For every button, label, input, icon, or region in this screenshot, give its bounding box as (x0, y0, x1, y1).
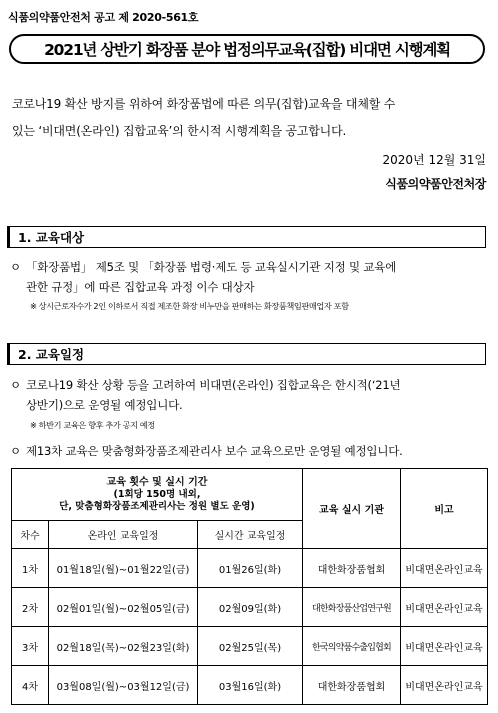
intro-line-1: 코로나19 확산 방지를 위하여 화장품법에 따른 의무(집합)교육을 대체할 수 (12, 97, 396, 111)
cell-round: 4차 (12, 666, 49, 705)
intro-paragraph (12, 91, 486, 145)
title-box (9, 34, 485, 64)
cell-round: 2차 (12, 588, 49, 627)
bullet-line-2: 상반기)으로 운영될 예정입니다. (26, 398, 183, 412)
cell-org: 한국의약품수출입협회 (303, 627, 401, 666)
cell-live: 01월26일(화) (198, 549, 303, 588)
header-org: 교육 실시 기관 (303, 469, 401, 549)
header-note: 비고 (401, 469, 488, 549)
header-online: 온라인 교육일정 (49, 521, 198, 549)
header-period-sub-2: 단, 맞춤형화장품조제관리사는 정원 별도 운영) (59, 501, 255, 512)
signer: 식품의약품안전처장 (385, 177, 486, 191)
cell-online: 01월18일(월)~01월22일(금) (49, 549, 198, 588)
notice-number: 식품의약품안전처 공고 제 2020-561호 (8, 11, 199, 24)
cell-round: 3차 (12, 627, 49, 666)
section-1-heading: 1. 교육대상 (7, 226, 486, 248)
section-2-heading: 2. 교육일정 (7, 343, 486, 365)
cell-live: 02월25일(목) (198, 627, 303, 666)
section-2-bullet-2 (10, 441, 486, 461)
header-live: 실시간 교육일정 (198, 521, 303, 549)
section-1-note: ※ 상시근로자수가 2인 이하로서 직접 제조한 화장 비누만을 판매하는 화장품책임판매업자 포함 (30, 301, 349, 311)
intro-line-2: 있는 ‘비대면(온라인) 집합교육’의 한시적 시행계획을 공고합니다. (12, 124, 347, 138)
cell-note: 비대면온라인교육 (401, 549, 488, 588)
table-row (12, 588, 488, 627)
cell-online: 03월08일(월)~03월12일(금) (49, 666, 198, 705)
section-1-bullet (10, 257, 486, 297)
cell-live: 02월09일(화) (198, 588, 303, 627)
cell-note: 비대면온라인교육 (401, 627, 488, 666)
bullet-line-1: 「화장품법」 제5조 및 「화장품 법령·제도 등 교육실시기관 지정 및 교육에 (26, 260, 397, 274)
bullet-mark: ㅇ (10, 444, 21, 458)
header-round: 차수 (12, 521, 49, 549)
section-2-bullet-1 (10, 375, 486, 415)
cell-org: 대한화장품협회 (303, 666, 401, 705)
header-period-title: 교육 횟수 및 실시 기간 (106, 477, 208, 488)
header-period-sub-1: (1회당 150명 내외, (113, 489, 201, 500)
section-2-note: ※ 하반기 교육은 향후 추가 공지 예정 (30, 420, 155, 430)
bullet-line-1: 코로나19 확산 상황 등을 고려하여 비대면(온라인) 집합교육은 한시적(‘21년 (26, 378, 401, 392)
cell-org: 대한화장품산업연구원 (303, 588, 401, 627)
cell-note: 비대면온라인교육 (401, 588, 488, 627)
schedule-table (11, 468, 488, 705)
bullet-line-2: 관한 규정」에 따른 집합교육 과정 이수 대상자 (26, 280, 255, 294)
bullet-mark: ㅇ (10, 260, 21, 274)
table-row (12, 666, 488, 705)
issue-date: 2020년 12월 31일 (382, 153, 486, 167)
header-period (12, 469, 303, 521)
document-title: 2021년 상반기 화장품 분야 법정의무교육(집합) 비대면 시행계획 (44, 41, 450, 59)
cell-note: 비대면온라인교육 (401, 666, 488, 705)
cell-online: 02월01일(월)~02월05일(금) (49, 588, 198, 627)
cell-online: 02월18일(목)~02월23일(화) (49, 627, 198, 666)
table-row (12, 627, 488, 666)
table-row (12, 549, 488, 588)
cell-org: 대한화장품협회 (303, 549, 401, 588)
cell-round: 1차 (12, 549, 49, 588)
bullet-text: 제13차 교육은 맞춤형화장품조제관리사 보수 교육으로만 운영될 예정입니다. (26, 444, 403, 458)
cell-live: 03월16일(화) (198, 666, 303, 705)
bullet-mark: ㅇ (10, 378, 21, 392)
